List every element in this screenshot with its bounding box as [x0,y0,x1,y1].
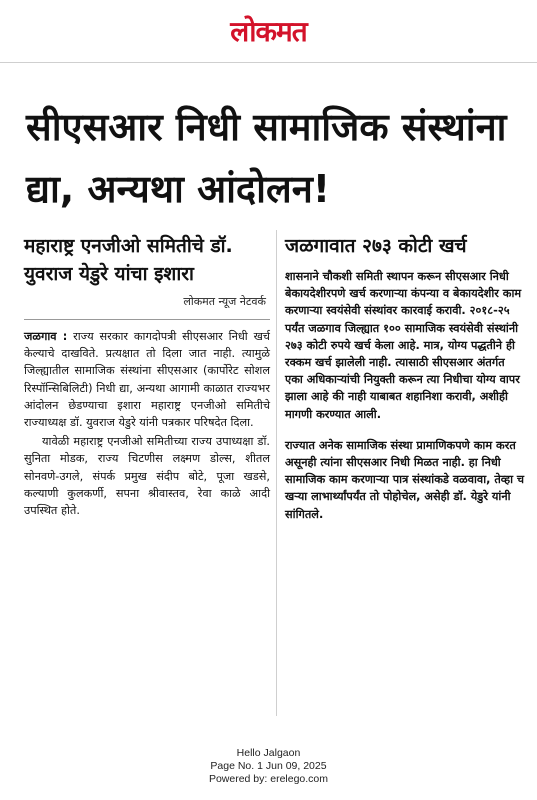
left-subheadline: महाराष्ट्र एनजीओ समितीचे डॉ. युवराज येडुरे यांचा इशारा [24,235,233,285]
left-column [24,232,270,519]
masthead [0,0,537,63]
right-subheadline: जळगावात २७३ कोटी खर्च [285,235,467,257]
byline-rule [24,319,270,320]
footer-powered-by: Powered by: erelego.com [208,773,329,785]
byline: लोकमत न्यूज नेटवर्क [183,295,266,308]
left-paragraph-2: यावेळी महाराष्ट्र एनजीओ समितीच्या राज्य उपाध्यक्षा डॉ. सुनिता मोडक, राज्य चिटणीस लक्ष्मण डोल्स, शीतल सोनवणे-उगले, संपर्क प्रमुख संदीप बोटे, पूजा खडसे, कल्याणी कुलकर्णी, सपना श्रीवास्तव, रेवा काळे आदी उपस्थित होते. [24,435,270,518]
left-paragraph-1 [24,328,270,431]
footer-page-date: Page No. 1 Jun 09, 2025 [210,760,327,772]
lokmat-logo: लोकमत [230,15,307,48]
right-paragraph-1: शासनाने चौकशी समिती स्थापन करून सीएसआर निधी बेकायदेशीरपणे खर्च करणाऱ्या कंपन्या व बेकायदेशीर काम करणाऱ्या स्वयंसेवी संस्थांवर कारवाई करावी. २०१८-२५ पर्यंत जळगाव जिल्ह्यात १०० सामाजिक स्वयंसेवी संस्थांनी २७३ कोटी रुपये खर्च केला आहे. मात्र, योग्य पद्धतीने ही रक्कम खर्च झालेली नाही. त्यासाठी सीएसआर अंतर्गत एका अधिकाऱ्यांची नियुक्ती करून त्या निधीचा योग्य वापर झाला आहे की नाही याबाबत शहानिशा करावी, अशीही मागणी करण्यात आली. [285,270,522,421]
left-paragraph-1-text: राज्य सरकार कागदोपत्री सीएसआर निधी खर्च केल्याचे दाखविते. प्रत्यक्षात तो दिला जात नाही. त्यामुळे जिल्ह्यातील सामाजिक संस्थांना सीएसआर (कार्पोरेट सोशल रिस्पॉन्सिबिलिटी) निधी द्या, अन्यथा आगामी काळात राज्यभर आंदोलन छेडण्याचा इशारा महाराष्ट्र एनजीओ समितीचे राज्याध्यक्ष डॉ. युवराज येडुरे यांनी पत्रकार परिषदेत दिला. [24,330,270,430]
right-paragraph-2: राज्यात अनेक सामाजिक संस्था प्रामाणिकपणे काम करत असूनही त्यांना सीएसआर निधी मिळत नाही. हा निधी सामाजिक काम करणाऱ्या पात्र संस्थांकडे वळवावा, तेव्हा च खऱ्या लाभार्थ्यांपर्यंत तो पोहोचेल, असेही डॉ. येडुरे यांनी सांगितले. [285,438,525,521]
column-divider [276,230,277,716]
headline: सीएसआर निधी सामाजिक संस्थांना द्या, अन्यथा आंदोलन! [26,105,507,211]
right-column [285,232,525,537]
dateline: जळगाव : [24,330,68,343]
footer-edition: Hello Jalgaon [236,747,301,759]
page-footer [0,747,537,786]
